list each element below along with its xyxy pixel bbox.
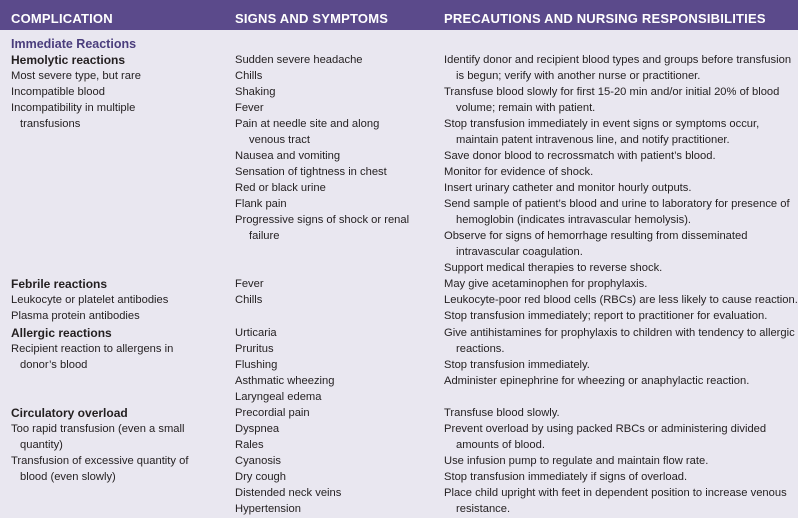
table-cell: Flushing [235,359,278,371]
table-cell: Precordial pain [235,407,310,419]
table-cell: Red or black urine [235,182,326,194]
header-precautions: PRECAUTIONS AND NURSING RESPONSIBILITIES [444,11,766,26]
table-cell: Sudden severe headache [235,54,363,66]
table-cell: reactions. [456,343,505,355]
table-cell: Nausea and vomiting [235,150,341,162]
table-cell: Pain at needle site and along [235,118,380,130]
allergic-title: Allergic reactions [11,326,112,340]
table-cell: Give antihistamines for prophylaxis to children with tendency to allergic [444,327,795,339]
table-cell: Dry cough [235,471,286,483]
table-cell: Pruritus [235,343,274,355]
table-cell: Laryngeal edema [235,391,322,403]
table-cell: Stop transfusion immediately in event signs or symptoms occur, [444,118,760,130]
table-cell: resistance. [456,503,511,515]
table-cell: hemoglobin (indicates intravascular hemolysis). [456,214,692,226]
table-cell: Most severe type, but rare [11,70,141,82]
table-cell: Fever [235,102,264,114]
table-header [0,0,798,30]
table-cell: Fever [235,278,264,290]
febrile-title: Febrile reactions [11,277,108,291]
table-cell: Monitor for evidence of shock. [444,166,594,178]
table-cell: Incompatibility in multiple [11,102,136,114]
table-cell: Shaking [235,86,276,98]
table-cell: Stop transfusion immediately; report to practitioner for evaluation. [444,310,768,322]
table-cell: Rales [235,439,264,451]
table-cell: amounts of blood. [456,439,545,451]
table-cell: Stop transfusion immediately. [444,359,590,371]
table-cell: Stop transfusion immediately if signs of overload. [444,471,688,483]
header-signs: SIGNS AND SYMPTOMS [235,11,389,26]
table-cell: Recipient reaction to allergens in [11,343,174,355]
hemolytic-title: Hemolytic reactions [11,53,126,67]
table-cell: Administer epinephrine for wheezing or anaphylactic reaction. [444,375,750,387]
table-cell: Distended neck veins [235,487,342,499]
table-cell: May give acetaminophen for prophylaxis. [444,278,648,290]
table-cell: Support medical therapies to reverse shock. [444,262,663,274]
table-cell: Hypertension [235,503,301,515]
table-cell: Transfuse blood slowly for first 15-20 min and/or initial 20% of blood [444,86,780,98]
table-cell: Identify donor and recipient blood types and groups before transfusion [444,54,792,66]
table-cell: venous tract [249,134,310,146]
circulatory-title: Circulatory overload [11,406,128,420]
table-cell: Incompatible blood [11,86,105,98]
table-cell: volume; remain with patient. [456,102,596,114]
header-complication: COMPLICATION [11,11,113,26]
table-cell: Leukocyte or platelet antibodies [11,294,169,306]
table-cell: Cyanosis [235,455,282,467]
table-cell: Leukocyte-poor red blood cells (RBCs) are less likely to cause reaction. [444,294,798,306]
table-cell: quantity) [20,439,63,451]
table-cell: is begun; verify with another nurse or practitioner. [456,70,701,82]
table-cell: Transfusion of excessive quantity of [11,455,189,467]
table-cell: Use infusion pump to regulate and maintain flow rate. [444,455,709,467]
table-cell: Urticaria [235,327,277,339]
table-cell: transfusions [20,118,81,130]
table-cell: intravascular coagulation. [456,246,583,258]
table-cell: Place child upright with feet in dependent position to increase venous [444,487,787,499]
table-cell: Transfuse blood slowly. [444,407,560,419]
table-cell: Dyspnea [235,423,280,435]
table-cell: Asthmatic wheezing [235,375,335,387]
section-title: Immediate Reactions [11,37,137,51]
table-cell: Plasma protein antibodies [11,310,140,322]
table-cell: Chills [235,294,263,306]
table-cell: Chills [235,70,263,82]
table-cell: donor’s blood [20,359,88,371]
table-cell: Prevent overload by using packed RBCs or administering divided [444,423,767,435]
table-cell: Insert urinary catheter and monitor hourly outputs. [444,182,692,194]
table-cell: maintain patent intravenous line, and notify practitioner. [456,134,730,146]
table-cell: Flank pain [235,198,287,210]
table-cell: Send sample of patient’s blood and urine to laboratory for presence of [444,198,790,210]
table-cell: Save donor blood to recrossmatch with patient’s blood. [444,150,716,162]
table-cell: Sensation of tightness in chest [235,166,387,178]
table-cell: Observe for signs of hemorrhage resulting from disseminated [444,230,748,242]
table-cell: failure [249,230,280,242]
table-cell: blood (even slowly) [20,471,116,483]
table-cell: Progressive signs of shock or renal [235,214,410,226]
table-cell: Too rapid transfusion (even a small [11,423,185,435]
